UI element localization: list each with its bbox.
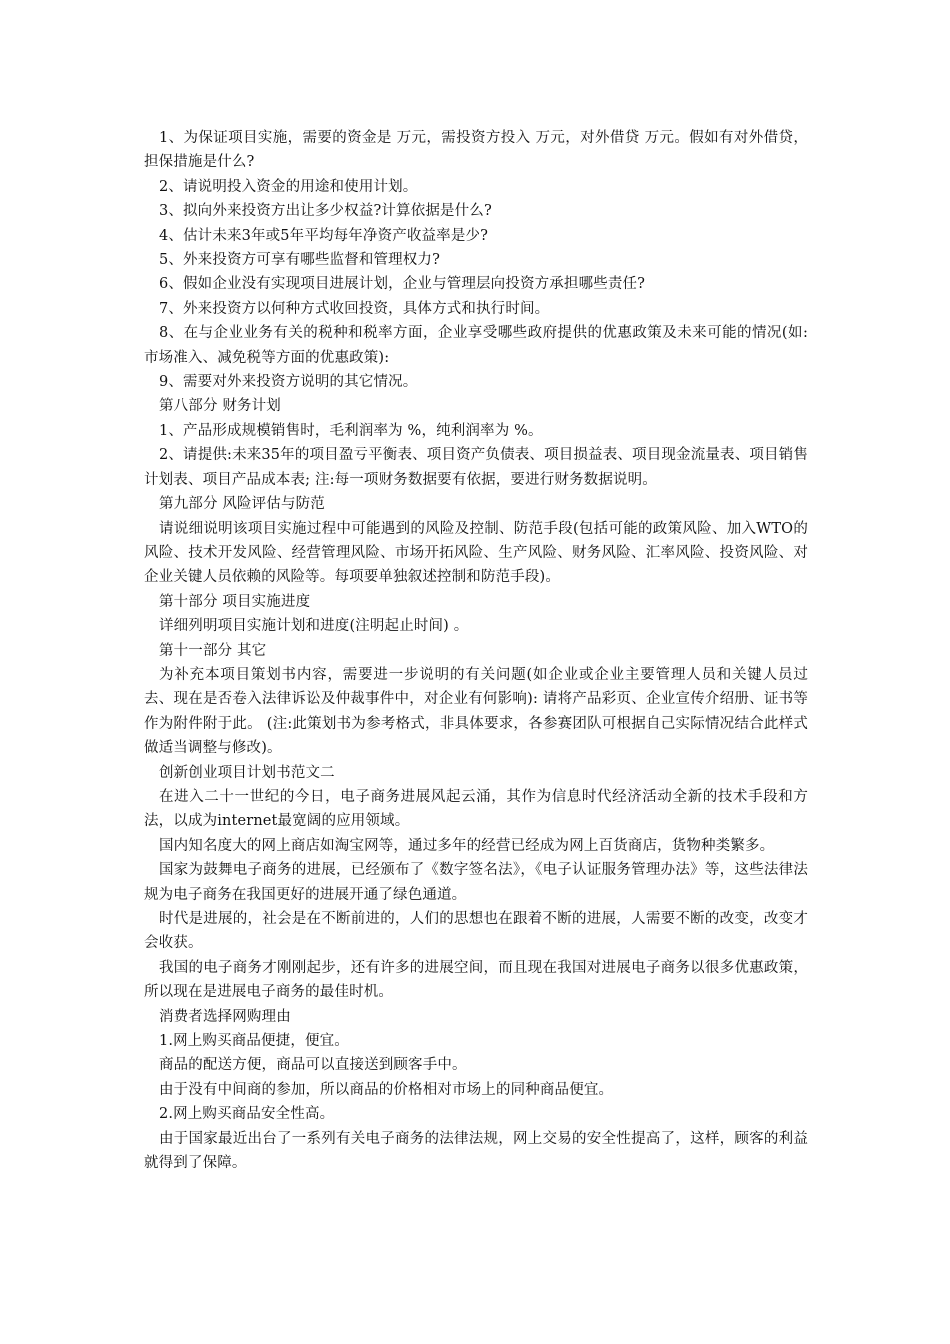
paragraph-schedule: 详细列明项目实施计划和进度(注明起止时间) 。 <box>159 618 469 635</box>
section-heading-part-11: 第十一部分 其它 <box>159 642 267 659</box>
section-heading-part-8: 第八部分 财务计划 <box>159 398 281 415</box>
paragraph-finance-1: 1、产品形成规模销售时，毛利润率为 %，纯利润率为 %。 <box>159 422 543 439</box>
paragraph-financing-7: 7、外来投资方以何种方式收回投资，具体方式和执行时间。 <box>159 300 550 317</box>
paragraph-risk: 请说细说明该项目实施过程中可能遇到的风险及控制、防范手段(包括可能的政策风险、加入WTO的风险、技术开发风险、经营管理风险、市场开拓风险、生产风险、财务风险、汇率风险、投资风险、对企业关键人员依赖的风险等。每项要单独叙述控制和防范手段)。 <box>144 520 808 586</box>
paragraph-opportunity: 我国的电子商务才刚刚起步，还有许多的进展空间，而且现在我国对进展电子商务以很多优惠政策，所以现在是进展电子商务的最佳时机。 <box>144 959 808 1001</box>
paragraph-delivery: 商品的配送方便，商品可以直接送到顾客手中。 <box>159 1057 467 1074</box>
paragraph-ecommerce-intro: 在进入二十一世纪的今日，电子商务进展风起云涌，其作为信息时代经济活动全新的技术手段和方法，以成为internet最宽阔的应用领域。 <box>144 788 808 830</box>
paragraph-financing-6: 6、假如企业没有实现项目进展计划，企业与管理层向投资方承担哪些责任? <box>159 276 646 293</box>
section-heading-part-9: 第九部分 风险评估与防范 <box>159 496 325 513</box>
paragraph-reason-2: 2.网上购买商品安全性高。 <box>159 1106 335 1123</box>
paragraph-financing-5: 5、外来投资方可享有哪些监督和管理权力? <box>159 252 440 269</box>
paragraph-security: 由于国家最近出台了一系列有关电子商务的法律法规，网上交易的安全性提高了，这样，顾客的利益就得到了保障。 <box>144 1130 808 1172</box>
paragraph-financing-4: 4、估计未来3年或5年平均每年净资产收益率是少? <box>159 227 489 244</box>
paragraph-financing-3: 3、拟向外来投资方出让多少权益?计算依据是什么? <box>159 203 492 220</box>
paragraph-online-stores: 国内知名度大的网上商店如淘宝网等，通过多年的经营已经成为网上百货商店，货物种类繁多。 <box>159 837 775 854</box>
paragraph-laws: 国家为鼓舞电子商务的进展，已经颁布了《数字签名法》，《电子认证服务管理办法》等，这些法律法规为电子商务在我国更好的进展开通了绿色通道。 <box>144 862 808 903</box>
paragraph-price: 由于没有中间商的参加，所以商品的价格相对市场上的同种商品便宜。 <box>159 1081 614 1098</box>
paragraph-financing-2: 2、请说明投入资金的用途和使用计划。 <box>159 178 418 195</box>
paragraph-finance-2: 2、请提供:未来35年的项目盈亏平衡表、项目资产负债表、项目损益表、项目现金流量表、项目销售计划表、项目产品成本表; 注:每一项财务数据要有依据，要进行财务数据说明。 <box>144 447 808 488</box>
paragraph-progress: 时代是进展的，社会是在不断前进的，人们的思想也在跟着不断的进展，人需要不断的改变，改变才会收获。 <box>144 911 808 952</box>
paragraph-reason-1: 1.网上购买商品便捷，便宜。 <box>159 1033 349 1050</box>
paragraph-financing-1: 1、为保证项目实施，需要的资金是 万元，需投资方投入 万元，对外借贷 万元。假如有对外借贷，担保措施是什么? <box>144 130 808 171</box>
document-page <box>144 126 808 1175</box>
section-heading-part-10: 第十部分 项目实施进度 <box>159 593 311 610</box>
paragraph-financing-8: 8、在与企业业务有关的税种和税率方面，企业享受哪些政府提供的优惠政策及未来可能的情况(如:市场准入、减免税等方面的优惠政策): <box>144 325 808 366</box>
paragraph-financing-9: 9、需要对外来投资方说明的其它情况。 <box>159 374 418 391</box>
section-heading-reasons: 消费者选择网购理由 <box>159 1008 291 1025</box>
section-heading-sample-2: 创新创业项目计划书范文二 <box>159 764 335 781</box>
paragraph-other: 为补充本项目策划书内容，需要进一步说明的有关问题(如企业或企业主要管理人员和关键人员过去、现在是否卷入法律诉讼及仲裁事件中，对企业有何影响): 请将产品彩页、企业宣传介绍册、证书等作为附件附于此。 (注:此策划书为参考格式，非具体要求，各参赛团队可根据自己实际情况结合此样式做适当调整与修改)。 <box>144 666 808 757</box>
